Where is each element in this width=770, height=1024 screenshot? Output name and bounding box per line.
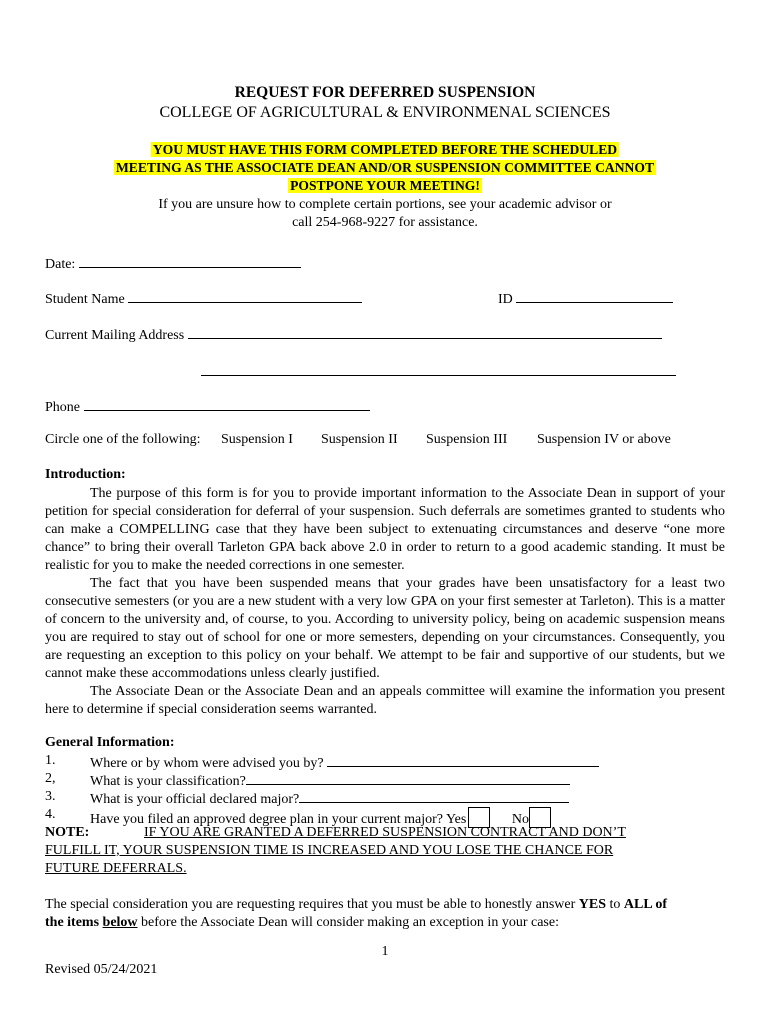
general-item-2-num: 2, <box>45 771 56 786</box>
general-heading: General Information: <box>45 735 175 750</box>
general-item-3-text: What is your official declared major? <box>90 792 300 807</box>
general-item-1-text: Where or by whom were advised you by? <box>90 756 324 771</box>
general-item-3-num: 3. <box>45 789 56 804</box>
option-suspension-1[interactable]: Suspension I <box>221 432 293 447</box>
phone-row <box>45 397 370 416</box>
general-item-3 <box>90 789 569 808</box>
circle-label: Circle one of the following: <box>45 432 201 447</box>
date-row <box>45 254 301 273</box>
warning-line-3: POSTPONE YOUR MEETING! <box>290 178 480 193</box>
mailing-address-field[interactable] <box>188 325 662 339</box>
mailing-address-row <box>45 325 662 344</box>
option-suspension-3[interactable]: Suspension III <box>426 432 508 447</box>
general-item-2-text: What is your classification? <box>90 774 246 789</box>
page-number: 1 <box>381 944 389 959</box>
general-item-2 <box>90 771 570 790</box>
phone-label: Phone <box>45 400 80 415</box>
date-field[interactable] <box>79 254 301 268</box>
general-item-1-num: 1. <box>45 753 56 768</box>
revised-date: Revised 05/24/2021 <box>45 962 158 977</box>
general-item-1 <box>90 753 599 772</box>
warning-line-1: YOU MUST HAVE THIS FORM COMPLETED BEFORE THE SCHEDULED <box>152 142 618 157</box>
option-suspension-4[interactable]: Suspension IV or above <box>537 432 671 447</box>
note-line-3: FUTURE DEFERRALS. <box>45 861 187 876</box>
note-label: NOTE: <box>45 825 90 840</box>
student-name-row <box>45 289 362 308</box>
id-label: ID <box>498 292 513 307</box>
mailing-address-field-line-2[interactable] <box>201 361 676 376</box>
classification-field[interactable] <box>246 771 570 785</box>
intro-paragraph-1: The purpose of this form is for you to provide important information to the Associate Dean in support of your petition for special consideration for deferral of your suspension. Such deferrals are sometimes granted to students who can make a COMPELLING case that they have been subject to extenuating circumstances and deserve “one more chance” to bring their overall Tarleton GPA back above 2.0 in order to return to a good academic standing. It must be realistic for you to make the needed corrections in one semester. <box>45 486 725 573</box>
closing-statement: The special consideration you are requesting requires that you must be able to honestly answer YES to ALL of the items below before the Associate Dean will consider making an exception in your case: <box>45 897 668 930</box>
id-row <box>498 289 673 308</box>
date-label: Date: <box>45 257 76 272</box>
form-subtitle: COLLEGE OF AGRICULTURAL & ENVIRONMENAL SCIENCES <box>159 104 611 121</box>
note-line-2: FULFILL IT, YOUR SUSPENSION TIME IS INCREASED AND YOU LOSE THE CHANCE FOR <box>45 843 614 858</box>
form-title: REQUEST FOR DEFERRED SUSPENSION <box>234 84 536 101</box>
intro-body <box>45 485 725 719</box>
intro-paragraph-2: The fact that you have been suspended means that your grades have been unsatisfactory for a least two consecutive semesters (or you are a new student with a very low GPA on your first semester at Tarleton). This is a matter of concern to the university and, of course, to you. According to university policy, being on academic suspension means you are required to stay out of school for one or more semesters, depending on your circumstances. Consequently, you are requesting an exception to this policy on your behalf. We attempt to be fair and supportive of our students, but we cannot make these accommodations unless clearly justified. <box>45 576 725 681</box>
id-field[interactable] <box>516 289 673 303</box>
advised-by-field[interactable] <box>327 753 599 767</box>
mailing-address-label: Current Mailing Address <box>45 328 185 343</box>
help-line-1: If you are unsure how to complete certain portions, see your academic advisor or <box>158 197 612 212</box>
general-item-4-num: 4. <box>45 807 56 822</box>
warning-line-2: MEETING AS THE ASSOCIATE DEAN AND/OR SUSPENSION COMMITTEE CANNOT <box>115 160 655 175</box>
intro-heading: Introduction: <box>45 467 126 482</box>
phone-field[interactable] <box>84 397 370 411</box>
general-item-4-text: Have you filed an approved degree plan in your current major? Yes <box>90 812 467 827</box>
note-line-1: IF YOU ARE GRANTED A DEFERRED SUSPENSION CONTRACT AND DON’T <box>144 825 626 840</box>
no-label: No <box>511 812 529 827</box>
major-field[interactable] <box>299 789 569 803</box>
intro-paragraph-3: The Associate Dean or the Associate Dean and an appeals committee will examine the information you present here to determine if special consideration seems warranted. <box>45 684 725 717</box>
help-line-2: call 254-968-9227 for assistance. <box>292 215 478 230</box>
option-suspension-2[interactable]: Suspension II <box>321 432 398 447</box>
student-name-label: Student Name <box>45 292 125 307</box>
student-name-field[interactable] <box>128 289 362 303</box>
